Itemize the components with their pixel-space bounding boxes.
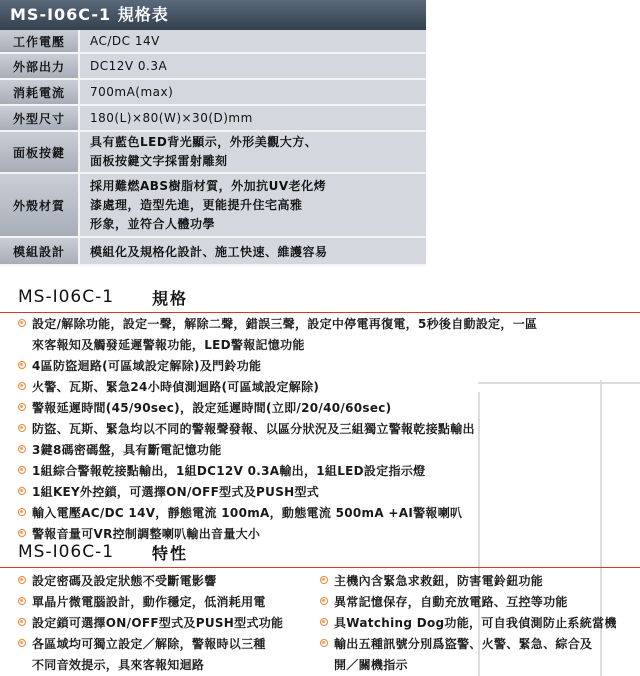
list-item (0, 377, 640, 398)
list-item (0, 314, 640, 356)
list-item (0, 356, 640, 377)
row-label: 外殼材質 (0, 174, 80, 236)
list-item-text: 3鍵8碼密碼盤，具有斷電記憶功能 (32, 443, 222, 457)
bullet-icon (18, 618, 26, 626)
bullet-icon (18, 529, 26, 537)
table-row (0, 106, 426, 132)
row-value-line: 漆處理，造型先進，更能提升住宅高雅 (90, 197, 303, 212)
list-item-text: 不同音效提示，具來客報知迴路 (32, 658, 205, 672)
list-item (0, 503, 640, 524)
section-title: 特性 (152, 544, 189, 563)
section-model: MS-I06C-1 (18, 542, 115, 562)
table-row (0, 54, 426, 80)
row-value-line: 形象，並符合人體功學 (90, 216, 216, 231)
table-row (0, 132, 426, 174)
list-item-text: 主機內含緊急求救鈕，防害電鈴鈕功能 (334, 574, 544, 588)
row-value (80, 174, 426, 236)
bullet-icon (18, 361, 26, 369)
list-item-text: 開／關機指示 (334, 658, 408, 672)
bullet-icon (18, 597, 26, 605)
row-value-line: 面板按鍵文字採雷射雕刻 (90, 154, 228, 168)
row-value: AC/DC 14V (80, 30, 426, 52)
list-item (0, 634, 310, 676)
row-value: DC12V 0.3A (80, 54, 426, 78)
bullet-icon (18, 445, 26, 453)
row-label: 外型尺寸 (0, 106, 80, 130)
table-row (0, 80, 426, 106)
list-item-text: 火警、瓦斯、緊急24小時偵測迴路(可區域設定解除) (32, 380, 320, 394)
bullet-icon (320, 618, 328, 626)
spec-list (0, 314, 640, 545)
row-label: 工作電壓 (0, 30, 80, 52)
row-label: 面板按鍵 (0, 132, 80, 172)
table-row (0, 238, 426, 266)
list-item-text: 各區域均可獨立設定／解除，警報時以三種 (32, 637, 266, 651)
list-item-text: 異常記憶保存，自動充放電路、互控等功能 (334, 595, 568, 609)
table-row (0, 30, 426, 54)
row-value (80, 132, 426, 172)
list-item (302, 571, 640, 592)
bullet-icon (18, 319, 26, 327)
list-item (0, 571, 310, 592)
list-item (0, 482, 640, 503)
list-item-text: 警報延遲時間(45/90sec)，設定延遲時間(立即/20/40/60sec) (32, 401, 392, 415)
spec-table-title: MS-I06C-1 規格表 (0, 0, 426, 30)
list-item-text: 設定密碼及設定狀態不受斷電影響 (32, 574, 217, 588)
section-title: 規格 (152, 289, 189, 308)
list-item-text: 設定/解除功能，設定一聲，解除二聲，錯誤三聲，設定中停電再復電，5秒後自動設定，一區 (32, 317, 538, 331)
list-item (0, 613, 310, 634)
list-item-text: 具Watching Dog功能，可自我偵測防止系統當機 (334, 616, 617, 630)
list-item-text: 防盜、瓦斯、緊急均以不同的警報聲發報、以區分狀況及三組獨立警報乾接點輸出 (32, 422, 475, 436)
bullet-icon (18, 576, 26, 584)
section-model: MS-I06C-1 (18, 287, 115, 307)
bullet-icon (18, 508, 26, 516)
row-value: 180(L)×80(W)×30(D)mm (80, 106, 426, 130)
bullet-icon (18, 403, 26, 411)
row-value-line: 採用難燃ABS樹脂材質，外加抗UV老化烤 (90, 178, 327, 193)
spec-table (0, 30, 426, 266)
list-item-text: 警報音量可VR控制調整喇叭輸出音量大小 (32, 527, 261, 541)
list-item-text: 輸入電壓AC/DC 14V，靜態電流 100mA，動態電流 500mA +AI警報喇叭 (32, 506, 463, 520)
row-label: 外部出力 (0, 54, 80, 78)
bullet-icon (320, 639, 328, 647)
list-item-text: 單晶片微電腦設計，動作穩定，低消耗用電 (32, 595, 266, 609)
list-item-text: 4區防盜迴路(可區域設定解除)及門鈴功能 (32, 359, 262, 373)
features-right-column (302, 571, 640, 676)
spec-section-header (0, 283, 640, 313)
list-item-text: 來客報知及觸發延遲警報功能，LED警報記憶功能 (32, 338, 305, 352)
bullet-icon (18, 424, 26, 432)
list-item (0, 592, 310, 613)
feature-section-header (0, 538, 640, 568)
list-item (0, 440, 640, 461)
list-item-text: 設定鎖可選擇ON/OFF型式及PUSH型式功能 (32, 616, 284, 630)
row-label: 消耗電流 (0, 80, 80, 104)
row-value: 模組化及規格化設計、施工快速、維護容易 (80, 238, 426, 264)
features-left-column (0, 571, 310, 676)
list-item-text: 1組綜合警報乾接點輸出，1組DC12V 0.3A輸出，1組LED設定指示燈 (32, 464, 426, 478)
list-item (0, 461, 640, 482)
bullet-icon (18, 382, 26, 390)
row-label: 模組設計 (0, 238, 80, 264)
list-item (0, 419, 640, 440)
bullet-icon (18, 466, 26, 474)
list-item-text: 1組KEY外控鎖，可選擇ON/OFF型式及PUSH型式 (32, 485, 320, 499)
list-item (302, 634, 640, 676)
bullet-icon (18, 487, 26, 495)
bullet-icon (320, 597, 328, 605)
list-item-text: 輸出五種訊號分別爲盜警、火警、緊急、綜合及 (334, 637, 593, 651)
table-row (0, 174, 426, 238)
bullet-icon (320, 576, 328, 584)
list-item (302, 592, 640, 613)
bullet-icon (18, 639, 26, 647)
list-item (0, 398, 640, 419)
row-value-line: 具有藍色LED背光顯示，外形美觀大方、 (90, 135, 318, 149)
list-item (302, 613, 640, 634)
row-value: 700mA(max) (80, 80, 426, 104)
